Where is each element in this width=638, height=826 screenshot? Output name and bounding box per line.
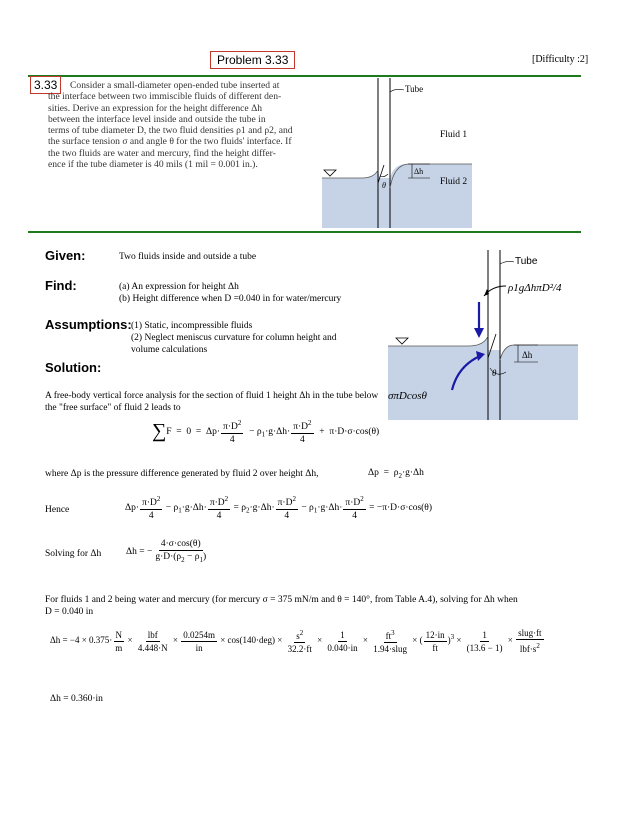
dh-label-2: Δh bbox=[522, 350, 533, 360]
top-divider bbox=[28, 75, 581, 77]
fluid2-label: Fluid 2 bbox=[440, 177, 468, 187]
statement-line: sities. Derive an expression for the height difference Δh bbox=[48, 102, 263, 114]
problem-number-box: 3.33 bbox=[30, 76, 61, 94]
find-heading: Find: bbox=[45, 278, 77, 293]
result: Δh = 0.360·in bbox=[50, 694, 103, 704]
pressure-difference-equation: $\Delta p = \rho_2\cdot g\cdot\Delta h$ bbox=[368, 468, 424, 480]
dh-label: Δh bbox=[414, 167, 424, 176]
force-balance-equation: ∑F = 0 = Δp· $\frac{\pi\cdot D^2}{4}$ − $\rho_1\cdot g\cdot\Delta h\cdot$ $\frac{\pi\cdot D^2}{4}$ + π·D·σ·cos(θ) bbox=[152, 419, 380, 446]
statement-line: terms of tube diameter D, the two fluid densities ρ1 and ρ2, and bbox=[48, 125, 293, 137]
where-text: where Δp is the pressure difference generated by fluid 2 over height Δh, bbox=[45, 469, 319, 479]
statement-line: between the interface level inside and outside the tube in bbox=[48, 113, 266, 125]
solution-intro-1: A free-body vertical force analysis for the section of fluid 1 height Δh in the tube below bbox=[45, 391, 379, 401]
problem-statement bbox=[48, 80, 316, 170]
problem-figure bbox=[312, 78, 492, 228]
given-text: Two fluids inside and outside a tube bbox=[119, 252, 257, 262]
surface-tension-label: σπDcosθ bbox=[388, 390, 427, 402]
theta-label-2: θ bbox=[492, 368, 497, 378]
tube-label-2: Tube bbox=[515, 256, 538, 267]
assumption-1: (1) Static, incompressible fluids bbox=[131, 321, 253, 331]
statement-line: Consider a small-diameter open-ended tube inserted at bbox=[70, 80, 280, 91]
statement-line: the interface between two immiscible fluids of different den- bbox=[48, 91, 282, 103]
solution-intro-2: the "free surface" of fluid 2 leads to bbox=[45, 403, 181, 413]
numeric-substitution: Δh = −4 × 0.375· $\frac{N}{m}$ × $\frac{\text{lbf}}{4.448\cdot N}$ × $\frac{0.0254m}{in}$ × cos(140·deg) × $\frac{s^2}{32.2\cdot ft}$ × $\frac{1}{0.040\cdot in}$ × $\frac{ft^3}{\text{1.94·slug}}$ × ( $\frac{12\cdot in}{ft}$ )$^3$ × $\frac{1}{(13.6 - 1)}$ × $\frac{\text{slug·ft}}{lbf\cdot s^2}$ bbox=[50, 628, 542, 654]
find-text-a: (a) An expression for height Δh bbox=[119, 282, 239, 292]
solving-label: Solving for Δh bbox=[45, 549, 102, 559]
hence-label: Hence bbox=[45, 505, 70, 515]
fluid1-label: Fluid 1 bbox=[440, 130, 468, 140]
problem-header-label: Problem 3.33 bbox=[210, 51, 295, 69]
solution-heading: Solution: bbox=[45, 360, 102, 375]
tube-label: Tube bbox=[405, 84, 424, 94]
assumption-2-cont: volume calculations bbox=[131, 345, 208, 355]
assumption-2: (2) Neglect meniscus curvature for column height and bbox=[131, 333, 337, 343]
statement-line: the two fluids are water and mercury, find the height differ- bbox=[48, 147, 276, 159]
hence-equation: Δp· $\frac{\pi\cdot D^2}{4}$ − $\rho_1\cdot g\cdot\Delta h\cdot$ $\frac{\pi\cdot D^2}{4}$ = $\rho_2\cdot g\cdot\Delta h\cdot$ $\frac{\pi\cdot D^2}{4}$ − $\rho_1\cdot g\cdot\Delta h\cdot$ $\frac{\pi\cdot D^2}{4}$ = −π·D·σ·cos(θ) bbox=[125, 495, 433, 522]
statement-line: the surface tension σ and angle θ for the two fluids' interface. If bbox=[48, 136, 292, 148]
dh-expression: Δh = − $\frac{4\cdot\sigma\cdot\cos(\theta)}{g\cdot D\cdot(\rho_2 - \rho_1)}$ bbox=[126, 539, 207, 564]
difficulty-label: [Difficulty :2] bbox=[532, 54, 589, 65]
find-text-b: (b) Height difference when D =0.040 in for water/mercury bbox=[119, 294, 342, 304]
given-heading: Given: bbox=[45, 248, 86, 263]
theta-label: θ bbox=[382, 181, 386, 190]
assumptions-heading: Assumptions: bbox=[45, 317, 132, 332]
mid-divider bbox=[28, 231, 581, 233]
fluids-text-1: For fluids 1 and 2 being water and mercury (for mercury σ = 375 mN/m and θ = 140°, from Table A.4), solving for Δh when bbox=[45, 595, 518, 605]
force-label: ρ1gΔhπD²/4 bbox=[508, 282, 562, 294]
fluids-text-2: D = 0.040 in bbox=[45, 607, 94, 617]
statement-line: ence if the tube diameter is 40 mils (1 mil = 0.001 in.). bbox=[48, 159, 258, 171]
